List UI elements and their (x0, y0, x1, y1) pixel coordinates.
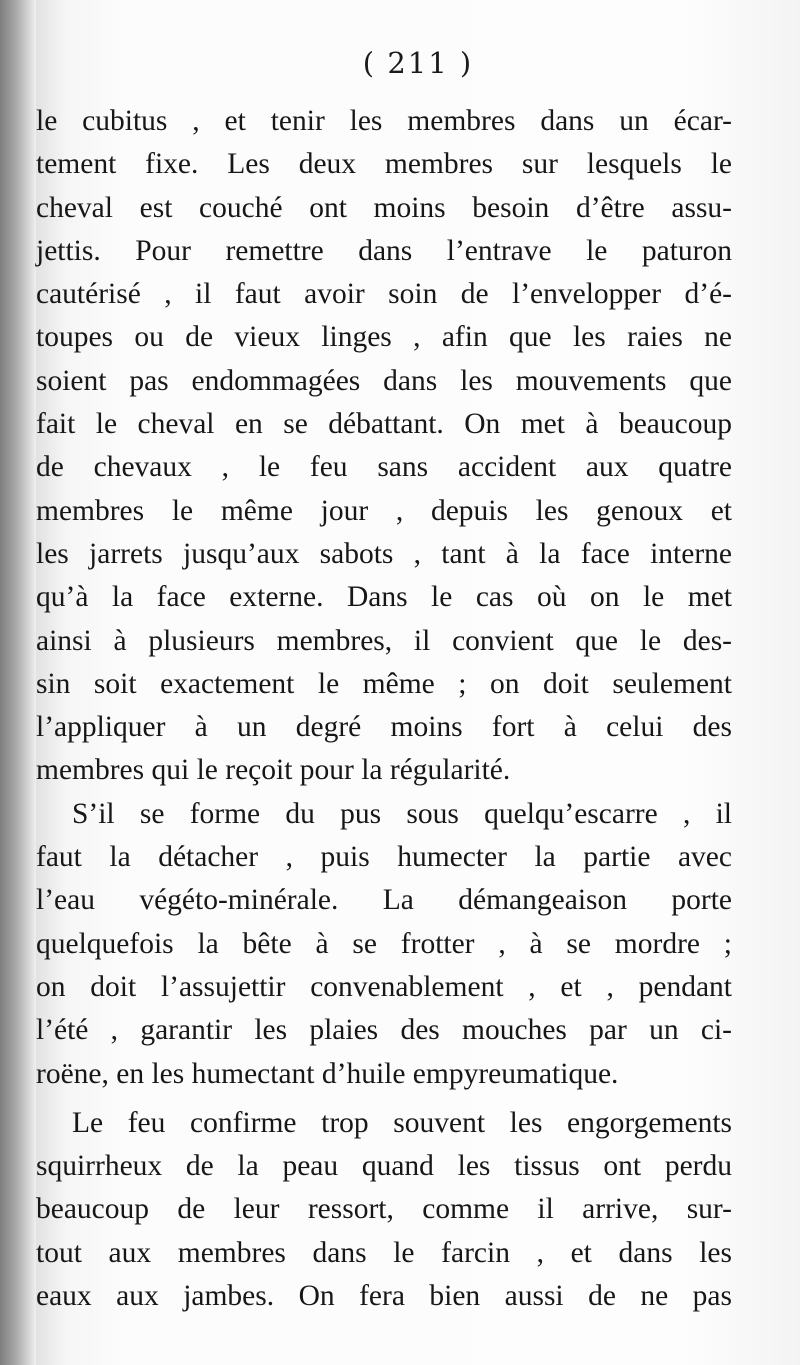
text-line: squirrheux de la peau quand les tissus ont perdu (36, 1150, 732, 1183)
text-line: membres le même jour , depuis les genoux et (36, 494, 732, 527)
text-line: eaux aux jambes. On fera bien aussi de ne pas (36, 1280, 732, 1313)
text-line: ainsi à plusieurs membres, il convient que le des- (36, 624, 732, 657)
text-line: quelquefois la bête à se frotter , à se mordre ; (36, 927, 732, 960)
text-line: l’eau végéto-minérale. La démangeaison porte (36, 884, 732, 917)
text-line: on doit l’assujettir convenablement , et , pendant (36, 970, 732, 1003)
text-line: l’été , garantir les plaies des mouches par un ci- (36, 1014, 732, 1047)
text-line: roëne, en les humectant d’huile empyreumatique. (36, 1057, 619, 1090)
text-line: tout aux membres dans le farcin , et dans les (36, 1236, 732, 1269)
text-line: soient pas endommagées dans les mouvements que (36, 364, 732, 397)
text-line: les jarrets jusqu’aux sabots , tant à la face interne (36, 537, 732, 570)
text-line: tement fixe. Les deux membres sur lesquels le (36, 148, 732, 181)
text-line: qu’à la face externe. Dans le cas où on le met (36, 581, 732, 614)
text-line: cheval est couché ont moins besoin d’être assu- (36, 191, 732, 224)
text-line: le cubitus , et tenir les membres dans un écar- (36, 105, 732, 137)
text-line: Le feu confirme trop souvent les engorgements (72, 1106, 732, 1139)
text-line: fait le cheval en se débattant. On met à beaucoup (36, 408, 732, 441)
text-line: S’il se forme du pus sous quelqu’escarre , il (72, 797, 732, 830)
text-line: membres qui le reçoit pour la régularité. (36, 754, 511, 787)
text-line: l’appliquer à un degré moins fort à celui des (36, 711, 732, 744)
page-number: ( 211 ) (362, 46, 474, 80)
binding-shadow (0, 0, 36, 1365)
text-line: toupes ou de vieux linges , afin que les raies ne (36, 321, 732, 354)
text-line: faut la détacher , puis humecter la partie avec (36, 841, 732, 874)
text-line: sin soit exactement le même ; on doit seulement (36, 667, 732, 700)
body-text (36, 100, 732, 1318)
text-line: beaucoup de leur ressort, comme il arrive, sur- (36, 1193, 732, 1226)
text-line: cautérisé , il faut avoir soin de l’envelopper d’é- (36, 278, 732, 311)
paper-sheet (36, 0, 800, 1365)
text-line: de chevaux , le feu sans accident aux quatre (36, 451, 732, 484)
text-line: jettis. Pour remettre dans l’entrave le paturon (36, 234, 732, 267)
